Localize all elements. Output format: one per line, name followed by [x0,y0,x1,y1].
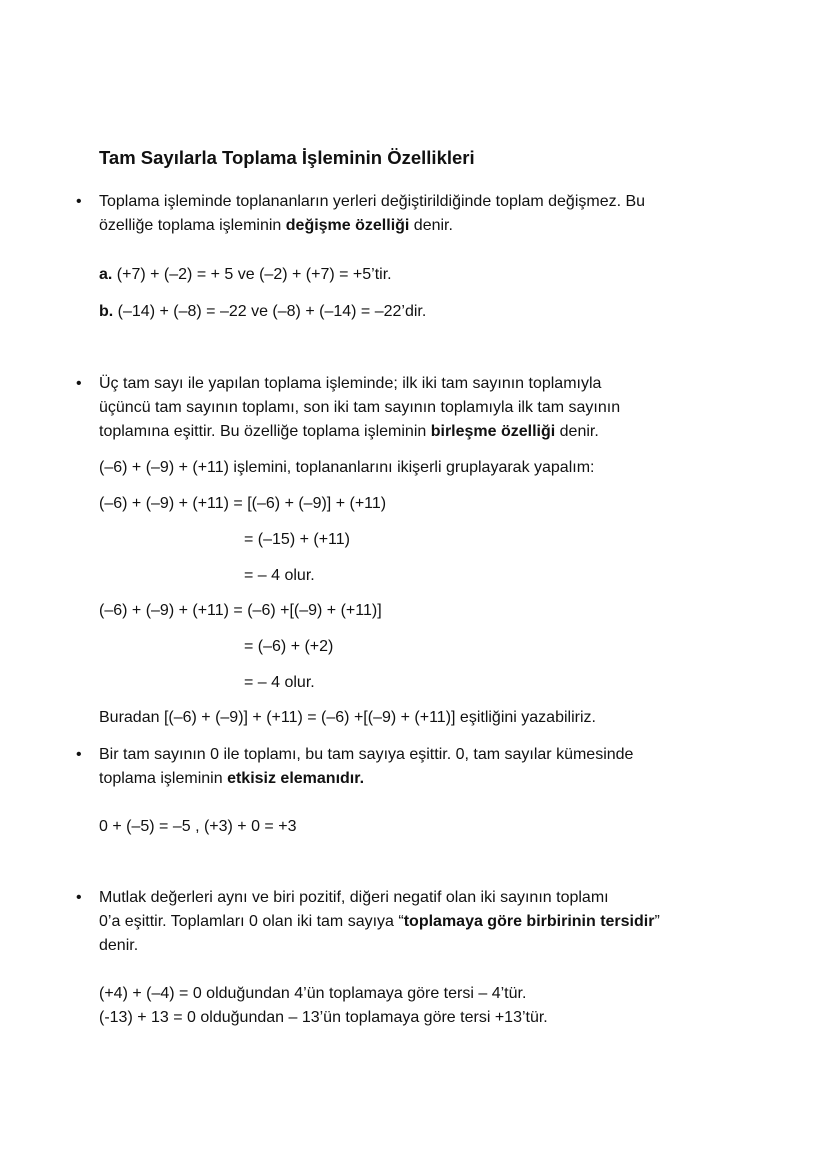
s2-line-1: Üç tam sayı ile yapılan toplama işleminde; ilk iki tam sayının toplamıyla [99,375,602,392]
s3-line-1: Bir tam sayının 0 ile toplamı, bu tam sayıya eşittir. 0, tam sayılar kümesinde [99,746,634,763]
s4-line-1: Mutlak değerleri aynı ve biri pozitif, diğeri negatif olan iki sayının toplamı [99,889,609,906]
grouping-2-line-2: = (–6) + (+2) [244,638,334,655]
grouping-1-line-1: (–6) + (–9) + (+11) = [(–6) + (–9)] + (+11) [99,495,387,512]
s1-line-1: Toplama işleminde toplananların yerleri değiştirildiğinde toplam değişmez. Bu [99,193,646,210]
grouping-1-line-3: = – 4 olur. [244,567,315,584]
page-title: Tam Sayılarla Toplama İşleminin Özellikleri [99,147,475,168]
s2-line-2: üçüncü tam sayının toplamı, son iki tam sayının toplamıyla ilk tam sayının [99,399,621,416]
bullet-3: • [76,746,82,763]
term-degisme-ozelligi: değişme özelliği [285,217,410,234]
s3-example: 0 + (–5) = –5 , (+3) + 0 = +3 [99,818,297,835]
bullet-4: • [76,889,82,906]
example-a: a. (+7) + (–2) = + 5 ve (–2) + (+7) = +5’tir. [99,266,392,283]
example-a-label: a. [99,266,113,283]
term-etkisiz-eleman: etkisiz elemanıdır. [227,770,365,787]
term-ters-eleman: toplamaya göre birbirinin tersidir [403,913,655,930]
s2-conclusion: Buradan [(–6) + (–9)] + (+11) = (–6) +[(–9) + (+11)] eşitliğini yazabiliriz. [99,709,596,726]
example-b: b. (–14) + (–8) = –22 ve (–8) + (–14) = –22’dir. [99,303,427,320]
s2-intro: (–6) + (–9) + (+11) işlemini, toplananlarını ikişerli gruplayarak yapalım: [99,459,595,476]
s4-example-2: (-13) + 13 = 0 olduğundan – 13’ün toplamaya göre tersi +13’tür. [99,1009,548,1026]
s4-line-2: 0’a eşittir. Toplamları 0 olan iki tam sayıya “toplamaya göre birbirinin tersidir” [99,913,660,930]
example-b-label: b. [99,303,114,320]
grouping-2-line-3: = – 4 olur. [244,674,315,691]
s3-line-2: toplama işleminin etkisiz elemanıdır. [99,770,365,787]
s4-line-3: denir. [99,937,139,954]
term-birlesme-ozelligi: birleşme özelliği [430,423,556,440]
bullet-1: • [76,193,82,210]
s4-example-1: (+4) + (–4) = 0 olduğundan 4’ün toplamaya göre tersi – 4’tür. [99,985,527,1002]
grouping-2-line-1: (–6) + (–9) + (+11) = (–6) +[(–9) + (+11)] [99,602,382,619]
bullet-2: • [76,375,82,392]
s1-line-2: özelliğe toplama işleminin değişme özelliği denir. [99,217,453,234]
s2-line-3: toplamına eşittir. Bu özelliğe toplama işleminin birleşme özelliği denir. [99,423,599,440]
grouping-1-line-2: = (–15) + (+11) [244,531,350,548]
